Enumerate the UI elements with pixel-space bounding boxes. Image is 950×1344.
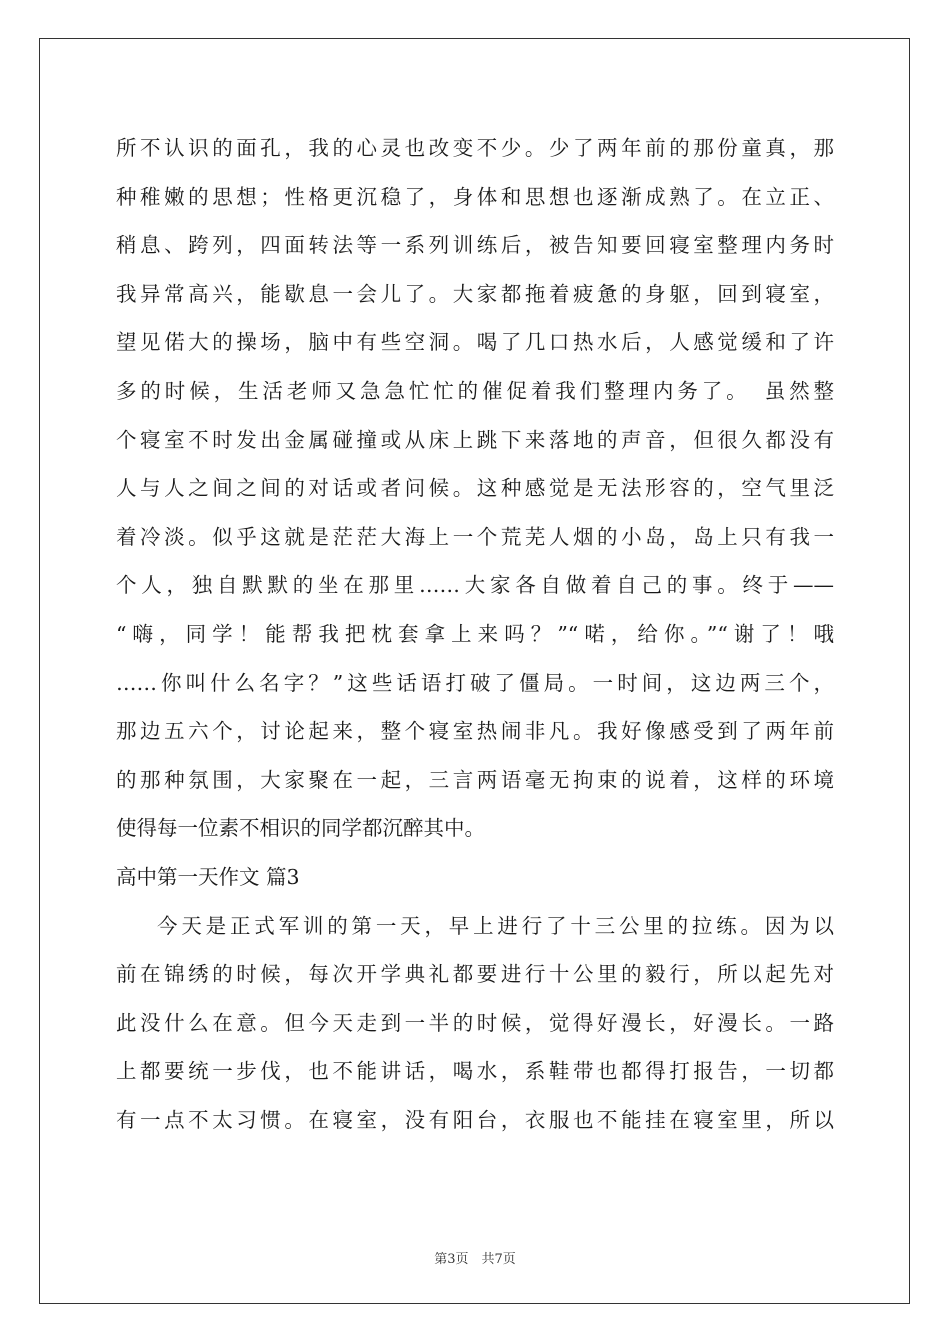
- section-heading: 高中第一天作文 篇3: [116, 864, 300, 889]
- text-line: 多的时候，生活老师又急急忙忙的催促着我们整理内务了。 虽然整: [116, 378, 834, 403]
- text-line: 我异常高兴，能歇息一会儿了。大家都拖着疲惫的身躯，回到寝室，: [116, 281, 834, 306]
- text-line: 人与人之间之间的对话或者问候。这种感觉是无法形容的，空气里泛: [116, 476, 834, 501]
- text-line: 的那种氛围，大家聚在一起，三言两语毫无拘束的说着，这样的环境: [116, 767, 834, 792]
- text-line: 所不认识的面孔，我的心灵也改变不少。少了两年前的那份童真，那: [116, 136, 834, 160]
- document-body: [116, 124, 834, 1144]
- text-line: 此没什么在意。但今天走到一半的时候，觉得好漫长，好漫长。一路: [116, 1010, 834, 1035]
- text-line: 种稚嫩的思想；性格更沉稳了，身体和思想也逐渐成熟了。在立正、: [116, 184, 834, 209]
- text-line: 个人，独自默默的坐在那里……大家各自做着自己的事。终于——: [116, 573, 834, 598]
- page-number-footer: 第3页 共7页: [434, 1252, 516, 1267]
- text-line: “嗨，同学！能帮我把枕套拿上来吗？”“喏，给你。”“谢了！哦: [116, 621, 834, 646]
- paragraph-continued: [116, 124, 834, 853]
- text-line: 那边五六个，讨论起来，整个寝室热闹非凡。我好像感受到了两年前: [116, 719, 834, 744]
- paragraph: [116, 902, 834, 1145]
- text-line: 稍息、跨列，四面转法等一系列训练后，被告知要回寝室整理内务时: [116, 233, 834, 258]
- text-line: 今天是正式军训的第一天，早上进行了十三公里的拉练。因为以: [157, 913, 834, 938]
- text-line: 使得每一位素不相识的同学都沉醉其中。: [116, 816, 485, 841]
- text-line: 着冷淡。似乎这就是茫茫大海上一个荒芜人烟的小岛，岛上只有我一: [116, 524, 834, 549]
- text-line: ……你叫什么名字？”这些话语打破了僵局。一时间，这边两三个，: [116, 670, 834, 695]
- text-line: 个寝室不时发出金属碰撞或从床上跳下来落地的声音，但很久都没有: [116, 427, 834, 452]
- text-line: 有一点不太习惯。在寝室，没有阳台，衣服也不能挂在寝室里，所以: [116, 1107, 834, 1132]
- text-line: 望见偌大的操场，脑中有些空洞。喝了几口热水后，人感觉缓和了许: [116, 330, 834, 355]
- text-line: 前在锦绣的时候，每次开学典礼都要进行十公里的毅行，所以起先对: [116, 962, 834, 987]
- text-line: 上都要统一步伐，也不能讲话，喝水，系鞋带也都得打报告，一切都: [116, 1059, 834, 1084]
